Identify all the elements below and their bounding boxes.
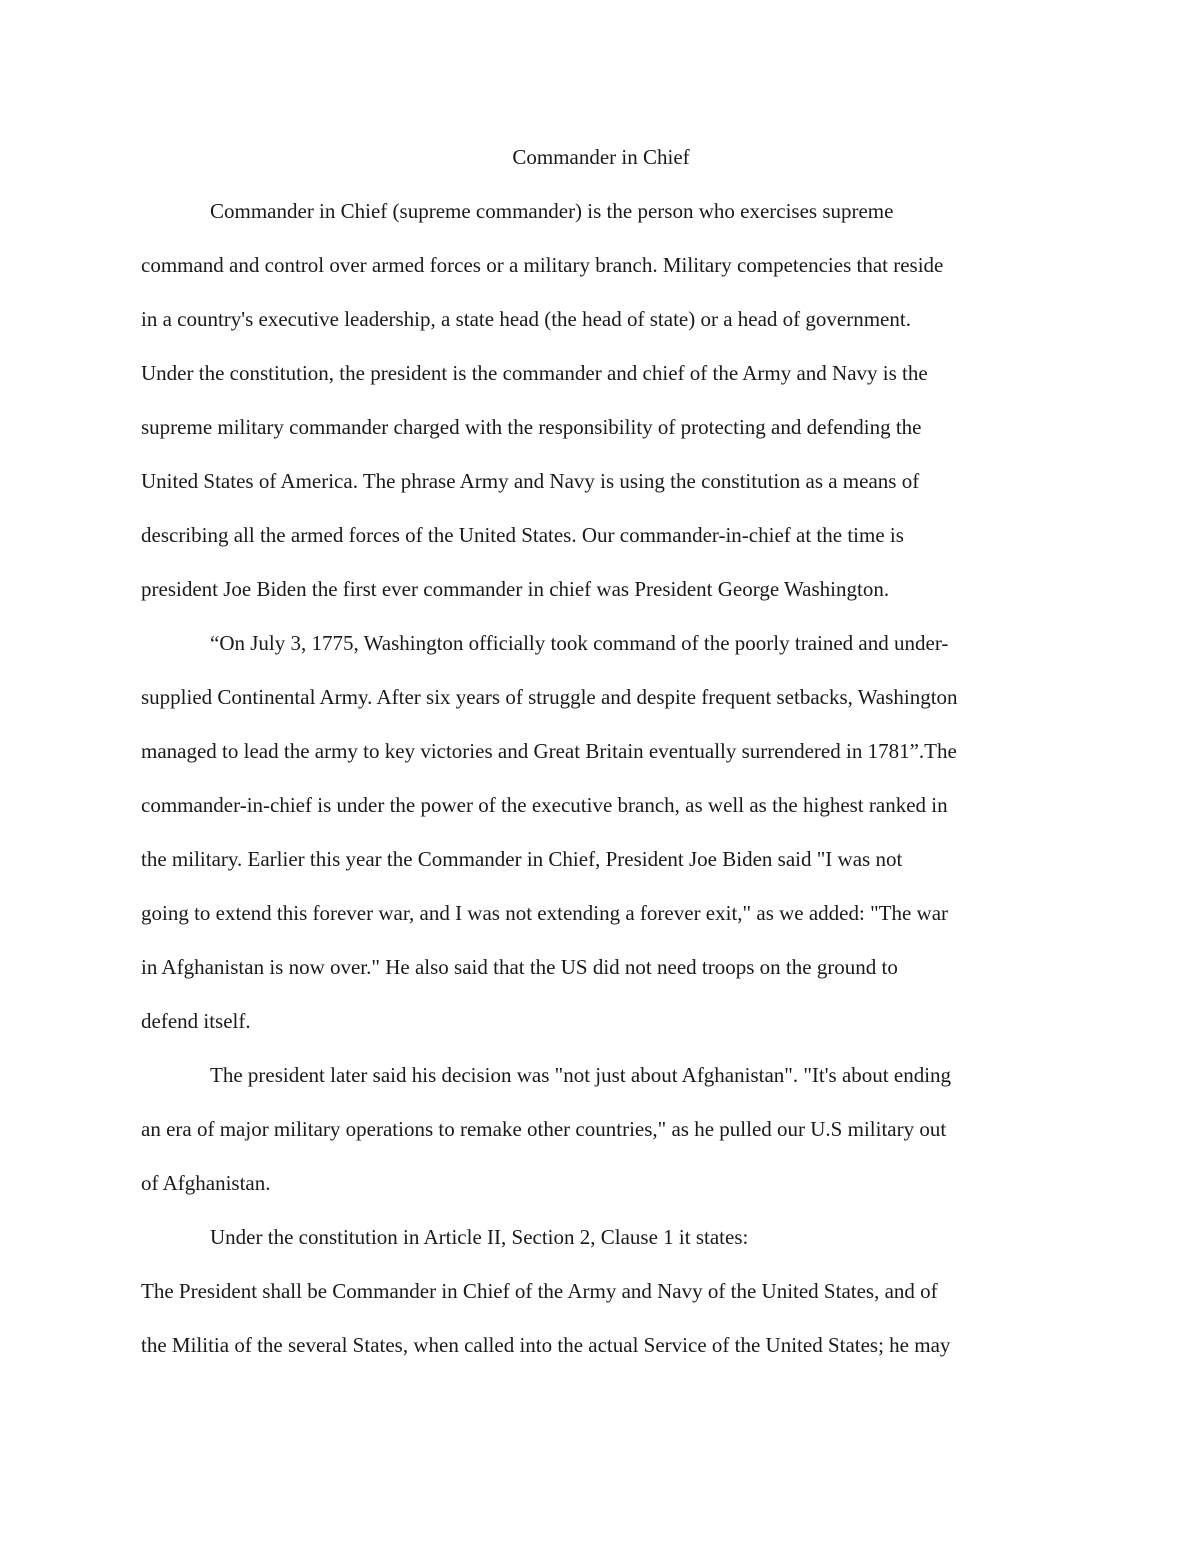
text-line: commander-in-chief is under the power of the executive branch, as well as the highest ranked in	[141, 793, 948, 817]
text-line: supplied Continental Army. After six years of struggle and despite frequent setbacks, Washington	[141, 685, 958, 709]
text-line: describing all the armed forces of the United States. Our commander-in-chief at the time is	[141, 523, 904, 547]
text-line: president Joe Biden the first ever commander in chief was President George Washington.	[141, 577, 890, 601]
paragraph-constitution	[141, 1210, 1061, 1264]
text-line: defend itself.	[141, 1009, 251, 1033]
text-line: the military. Earlier this year the Commander in Chief, President Joe Biden said "I was not	[141, 847, 903, 871]
paragraph-washington	[141, 616, 1061, 1048]
text-line: United States of America. The phrase Army and Navy is using the constitution as a means of	[141, 469, 920, 493]
text-line: the Militia of the several States, when called into the actual Service of the United States; he may	[141, 1333, 951, 1357]
text-line: managed to lead the army to key victories and Great Britain eventually surrendered in 1781”.The	[141, 739, 957, 763]
text-line: going to extend this forever war, and I was not extending a forever exit," as we added: "The war	[141, 901, 949, 925]
text-line: The president later said his decision was "not just about Afghanistan". "It's about ending	[210, 1063, 952, 1087]
text-line: command and control over armed forces or a military branch. Military competencies that reside	[141, 253, 944, 277]
text-line: in a country's executive leadership, a state head (the head of state) or a head of government.	[141, 307, 911, 331]
document-title: Commander in Chief	[512, 145, 690, 169]
text-line: Under the constitution, the president is the commander and chief of the Army and Navy is the	[141, 361, 928, 385]
block-quote-constitution	[141, 1264, 1061, 1372]
document-body	[141, 130, 1061, 1372]
text-line: in Afghanistan is now over." He also said that the US did not need troops on the ground to	[141, 955, 898, 979]
text-line: of Afghanistan.	[141, 1171, 271, 1195]
text-line: The President shall be Commander in Chief of the Army and Navy of the United States, and of	[141, 1279, 938, 1303]
text-line: Commander in Chief (supreme commander) is the person who exercises supreme	[210, 199, 894, 223]
text-line: “On July 3, 1775, Washington officially took command of the poorly trained and under-	[210, 631, 949, 655]
paragraph-definition	[141, 184, 1061, 616]
text-line: supreme military commander charged with the responsibility of protecting and defending the	[141, 415, 922, 439]
text-line: an era of major military operations to remake other countries," as he pulled our U.S military out	[141, 1117, 947, 1141]
text-line: Under the constitution in Article II, Section 2, Clause 1 it states:	[210, 1225, 749, 1249]
paragraph-afghanistan	[141, 1048, 1061, 1210]
